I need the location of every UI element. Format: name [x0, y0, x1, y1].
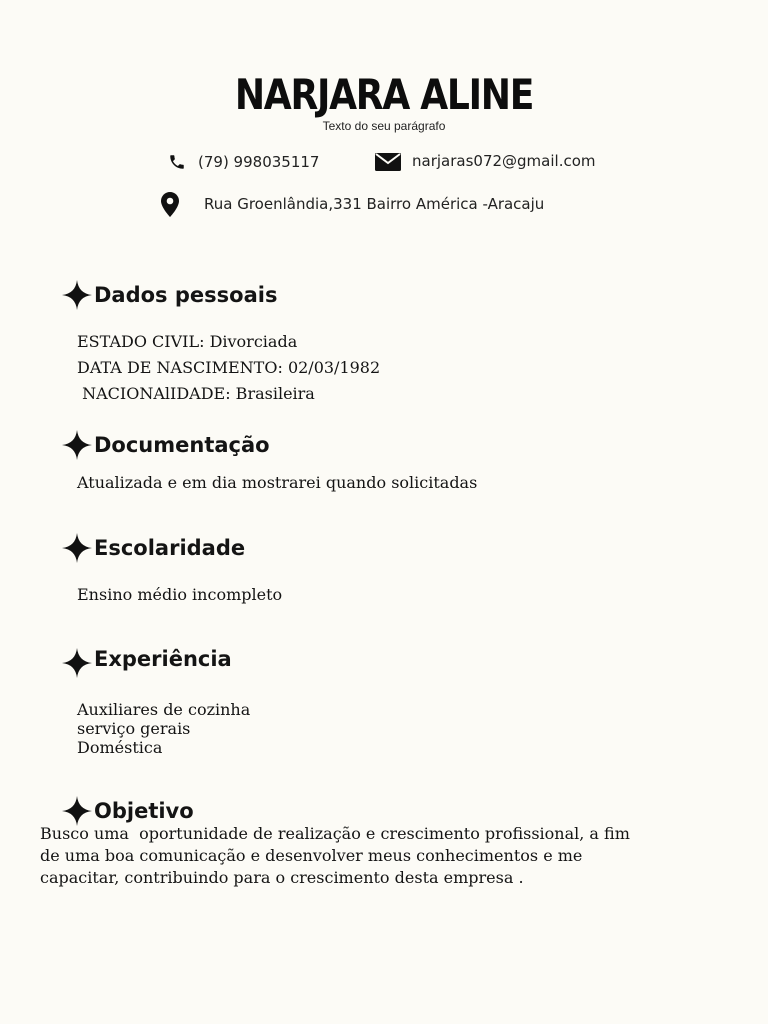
sparkle-icon: [62, 648, 92, 678]
section-escolaridade-heading: [62, 533, 245, 563]
nationality: NACIONAlIDADE: Brasileira: [77, 384, 315, 403]
section-title: Escolaridade: [94, 536, 246, 560]
experiencia-content: [77, 700, 250, 757]
resume-name: NARJARA ALINE: [234, 70, 534, 119]
objective-line: capacitar, contribuindo para o crescimento desta empresa .: [40, 868, 524, 887]
documentacao-text: Atualizada e em dia mostrarei quando solicitadas: [77, 473, 478, 492]
phone-number: (79) 998035117: [198, 153, 320, 171]
section-title: Documentação: [94, 433, 270, 457]
objective-line: Busco uma oportunidade de realização e crescimento profissional, a fim: [40, 824, 630, 843]
mail-icon: [375, 153, 401, 171]
phone-icon: [168, 152, 186, 172]
section-objetivo-heading: [62, 796, 194, 826]
location-pin-icon: [161, 192, 179, 217]
section-title: Dados pessoais: [94, 283, 278, 307]
experience-item: Auxiliares de cozinha: [77, 700, 251, 719]
birth-date: DATA DE NASCIMENTO: 02/03/1982: [77, 358, 381, 377]
experience-item: serviço gerais: [77, 719, 191, 738]
escolaridade-text: Ensino médio incompleto: [77, 585, 283, 604]
section-documentacao-heading: [62, 430, 270, 460]
experience-item: Doméstica: [77, 738, 163, 757]
resume-subtitle: Texto do seu parágrafo: [322, 119, 446, 133]
email-address: narjaras072@gmail.com: [412, 152, 596, 170]
section-title: Experiência: [94, 647, 232, 671]
dados-pessoais-content: [77, 329, 380, 407]
sparkle-icon: [62, 533, 92, 563]
section-experiencia-heading: [62, 640, 232, 678]
section-title: Objetivo: [94, 799, 194, 823]
section-dados-pessoais-heading: [62, 280, 277, 310]
objetivo-content: [40, 823, 680, 889]
objective-line: de uma boa comunicação e desenvolver meus conhecimentos e me: [40, 846, 583, 865]
sparkle-icon: [62, 280, 92, 310]
sparkle-icon: [62, 430, 92, 460]
marital-status: ESTADO CIVIL: Divorciada: [77, 332, 298, 351]
address: Rua Groenlândia,331 Bairro América -Aracaju: [204, 195, 545, 213]
sparkle-icon: [62, 796, 92, 826]
